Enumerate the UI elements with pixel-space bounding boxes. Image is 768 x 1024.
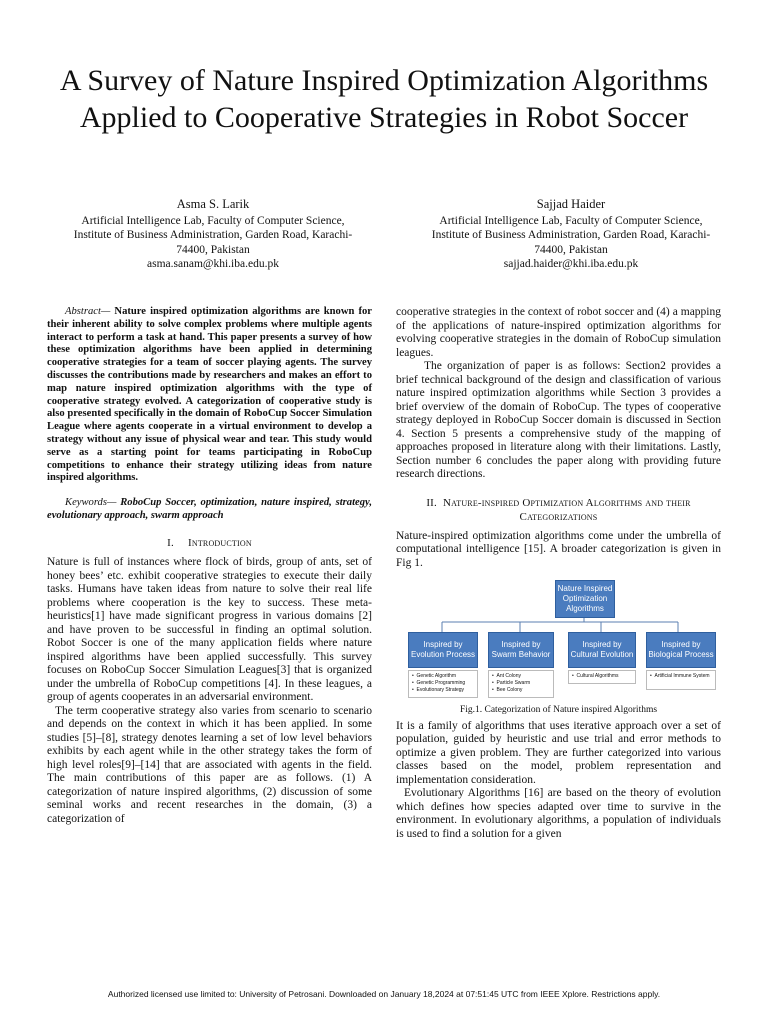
list-item: • Particle Swarm: [492, 680, 550, 687]
figure-caption: Fig.1. Categorization of Nature inspired Algorithms: [459, 705, 658, 715]
list-item: • Evolutionary Strategy: [412, 687, 474, 694]
footer-license: Authorized licensed use limited to: University of Petrosani. Downloaded on January 18,2024 at 07:51:45 UTC from IEEE Xplore. Restrictions apply.: [107, 989, 661, 999]
list-item: • Genetic Algorithm: [412, 673, 474, 680]
section-title: Nature-inspired Optimization Algorithms and their: [443, 496, 691, 509]
keywords-text: RoboCup Soccer, optimization, nature inspired, strategy, evolutionary approach, swarm approach: [47, 497, 372, 521]
figure-1: [402, 580, 720, 700]
section-heading-1: [47, 537, 372, 551]
category-node-cultural: Inspired by Cultural Evolution: [568, 632, 636, 668]
keywords-label: Keywords—: [65, 497, 117, 509]
author-affiliation: 74400, Pakistan: [176, 243, 250, 256]
category-items-evolution: [408, 670, 478, 698]
author-block-1: [48, 197, 378, 272]
paragraph: Nature-inspired optimization algorithms come under the umbrella of computational intelligence [15]. A broader categorization is given in Fig 1.: [396, 529, 721, 569]
author-email: asma.sanam@khi.iba.edu.pk: [147, 258, 279, 270]
category-items-swarm: [488, 670, 554, 698]
author-affiliation: Artificial Intelligence Lab, Faculty of Computer Science,: [81, 214, 345, 227]
paragraph: Evolutionary Algorithms [16] are based on the theory of evolution which defines how species adapted over time to survive in the environment. In evolutionary algorithms, a population of individuals is used to find a solution for a given: [396, 787, 721, 840]
paragraph: The term cooperative strategy also varies from scenario to scenario and depends on the context in which it has been applied. In some studies [5]–[8], strategy denotes learning a set of low level behaviors exhibits by each agent while in the other strategy takes the form of high level roles[9]–[14] that are associated with agents in the field. The main contributions of this paper are as follows. (1) A categorization of nature inspired algorithms, (2) discussion of some seminal works and recent researches in the domain, (3) a categorization of: [47, 704, 372, 825]
author-affiliation: Institute of Business Administration, Garden Road, Karachi-: [431, 229, 711, 241]
list-item: • Artificial Immune System: [650, 673, 712, 680]
author-affiliation: Artificial Intelligence Lab, Faculty of Computer Science,: [439, 214, 703, 227]
category-node-biological: Inspired by Biological Process: [646, 632, 716, 668]
paragraph: The organization of paper is as follows: Section2 provides a brief technical background of the design and classification of various nature inspired optimization algorithms while Section 3 provides a brief overview of the domain of RoboCup. The types of cooperative strategy deployed in RoboCup Soccer domain is discussed in Section 4. Section 5 presents a comprehensive study of the mapping of approaches proposed in literature along with their limitations. Lastly, Section number 6 concludes the paper along with providing future research directions.: [396, 360, 721, 480]
paragraph: Nature is full of instances where flock of birds, group of ants, set of honey bees’ etc. exhibit cooperative strategies to execute their daily tasks. Humans have taken ideas from nature to solve their real life problems where cooperation is the key to success. These meta-heuristics[1] have made significant progress in various domains [2] and have proven to be successful in finding an optimal solution. Robot Soccer is one of the many application fields where nature inspired algorithms have been applied successfully. This survey focuses on RoboCup Soccer Simulation Leagues[3] that is organized under the umbrella of RoboCup competitions [4]. In these leagues, a group of agents cooperates in an adversarial environment.: [47, 556, 372, 704]
section-title: Categorizations: [519, 510, 598, 523]
author-name: Asma S. Larik: [176, 197, 250, 211]
paper-title: A Survey of Nature Inspired Optimization Algorithms Applied to Cooperative Strategies in Robot Soccer: [59, 64, 709, 134]
author-affiliation: 74400, Pakistan: [534, 243, 608, 256]
abstract-text: Nature inspired optimization algorithms are known for their inherent ability to solve complex problems where multiple agents interact to perform a task at hand. This paper presents a survey of how these optimization algorithms have been applied in determining cooperative strategies for a team of soccer playing agents. The survey discusses the contributions made by researchers and makes an effort to map nature inspired optimization algorithms with the type of cooperative strategy evolved. A categorization of cooperative study is also presented specifically in the domain of RoboCup Soccer Simulation League where agents cooperate in a virtual environment to develop a strategy without any issue of physical wear and tear. This study would serve as a starting point for teams participating in RoboCup competitions to enhance their strategy utilizing ideas from nature inspired algorithms.: [47, 306, 372, 484]
section-title: Introduction: [187, 536, 252, 549]
section-heading-2: [396, 496, 721, 524]
list-item: • Genetic Programming: [412, 680, 474, 687]
root-node: Nature Inspired Optimization Algorithms: [555, 580, 615, 618]
list-item: • Ant Colony: [492, 673, 550, 680]
category-items-biological: [646, 670, 716, 690]
paragraph: It is a family of algorithms that uses iterative approach over a set of population, guided by heuristic and use trial and error methods to optimize a given problem. They are further categorized into various classes based on the model, problem representation and implementation consideration.: [396, 719, 721, 786]
section-number: II.: [426, 496, 437, 509]
keywords: [47, 497, 372, 523]
author-email: sajjad.haider@khi.iba.edu.pk: [503, 258, 639, 270]
right-column: [396, 306, 721, 841]
paragraph: cooperative strategies in the context of robot soccer and (4) a mapping of the applications of nature-inspired optimization algorithms for evolving cooperative strategies in the domain of RoboCup simulation leagues.: [396, 306, 721, 359]
section-number: I.: [167, 536, 174, 549]
abstract: [47, 306, 372, 485]
author-affiliation: Institute of Business Administration, Garden Road, Karachi-: [73, 229, 353, 241]
left-column: [47, 306, 372, 826]
category-node-evolution: Inspired by Evolution Process: [408, 632, 478, 668]
category-items-cultural: [568, 670, 636, 684]
category-node-swarm: Inspired by Swarm Behavior: [488, 632, 554, 668]
list-item: • Cultural Algorithms: [572, 673, 632, 680]
author-name: Sajjad Haider: [536, 197, 606, 211]
author-block-2: [406, 197, 736, 272]
abstract-label: Abstract—: [65, 306, 111, 317]
list-item: • Bee Colony: [492, 687, 550, 694]
